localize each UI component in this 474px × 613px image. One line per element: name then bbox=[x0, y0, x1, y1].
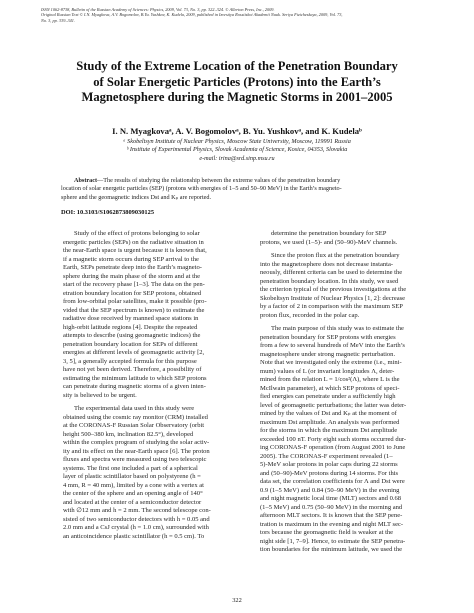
body-text-line: an anticoincidence plastic scintillator (h = 0.5 cm). To bbox=[63, 532, 205, 540]
body-text-line: 2.0 mm and a CsJ crystal (h = 1.0 cm), surrounded with bbox=[63, 524, 209, 531]
body-text-line: Since the proton flux at the penetration boundary bbox=[271, 252, 400, 259]
body-text-line: 2005). The CORONAS-F experiment revealed (1– bbox=[260, 452, 393, 460]
body-text-line: into the magnetosphere does not decrease instanta- bbox=[260, 260, 394, 268]
body-text-line: systems. The first one included a part of a spherical bbox=[63, 464, 198, 472]
body-text-line: maximum Dst amplitude. An analysis was performed bbox=[260, 418, 400, 426]
body-text-line: The main purpose of this study was to estimate the bbox=[271, 325, 404, 332]
header-line: Original Russian Text © I.N. Myagkova, A.V. Bogomolov, B.Yu. Yushkov, K. Kudela, 2009, published in Izvestiya Rossiiskoi Akademii Nauk. Seriya Fizicheskaya, 2009, Vol. 73, bbox=[41, 12, 343, 18]
body-text-line: (1–5 MeV) and 0.75 (50–90 MeV) in the morning and bbox=[260, 503, 403, 511]
affiliations bbox=[40, 138, 434, 163]
page-number: 322 bbox=[232, 597, 242, 604]
abstract-line: location of solar energetic particles (SEP) (protons with energies of 1–5 and 50–90 MeV) in the Earth’s magneto- bbox=[61, 185, 342, 193]
doi: DOI: 10.3103/S1062873809030125 bbox=[61, 209, 155, 216]
header-line: ISSN 1062-8738, Bulletin of the Russian Academy of Sciences: Physics, 2009, Vol. 73, No. 3, pp. 322–324. © Allerton Press, Inc., 2009. bbox=[41, 7, 275, 12]
body-text-line: energetic particles (SEPs) on the radiative situation in bbox=[63, 238, 204, 246]
body-text-line: and located at the center of a semiconductor detector bbox=[63, 498, 202, 506]
body-text-line: from low-orbital polar satellites, make it possible (pro- bbox=[63, 298, 207, 305]
affiliation-line: ᵃ Skobeltsyn Institute of Nuclear Physics, Moscow State University, Moscow, 119991 Russia bbox=[123, 138, 351, 145]
body-text-line: determine the penetration boundary for SEP bbox=[271, 230, 387, 237]
body-text-line: tors because the geomagnetic field is weaker at the bbox=[260, 529, 394, 536]
body-text-line: tion boundaries for the minimum latitude, we used the bbox=[260, 546, 403, 553]
body-text-line: if a magnetic storm occurs during SEP arrival to the bbox=[63, 255, 199, 263]
body-text-line: ing CORONAS-F operation (from August 2001 to June bbox=[260, 444, 406, 451]
abstract bbox=[61, 177, 413, 202]
affiliation-line: ᵇ Institute of Experimental Physics, Slovak Academia of Science, Kosice, 04353, Slovakia bbox=[126, 146, 348, 154]
body-text-line: data set, the correlation coefficients for Λ and Dst were bbox=[260, 478, 405, 485]
body-text-line: ity and its effect on the near-Earth space [6]. The proton bbox=[63, 447, 210, 455]
body-text-line: sphere during the main phase of the storm and at the bbox=[63, 272, 201, 280]
body-text-line: and night magnetic local time (MLT) sectors and 0.68 bbox=[260, 495, 402, 502]
body-text-line: Skobeltsyn Institute of Nuclear Physics [1, 2]: decrease bbox=[260, 294, 406, 302]
paper-title bbox=[40, 59, 434, 106]
header-line: No. 3, pp. 339–341. bbox=[41, 17, 76, 23]
body-text-line: 5)-MeV solar protons in polar caps during 22 storms bbox=[260, 461, 398, 468]
body-text-line: level of geomagnetic perturbations; the latter was deter- bbox=[260, 401, 407, 409]
body-text-line: penetration boundary location for SEPs of different bbox=[63, 340, 198, 348]
body-text-line: neously, different criteria can be used to determine the bbox=[260, 269, 403, 276]
body-text-line: by a factor of 2 in comparison with the maximum SEP bbox=[260, 303, 403, 310]
body-text-line: penetration boundary for SEP protons with energies bbox=[260, 333, 396, 341]
body-text-line: 4 mm, R = 40 mm), limited by a cone with a vertex at bbox=[63, 481, 204, 489]
body-text-line: Study of the effect of protons belonging to solar bbox=[74, 230, 200, 237]
body-text-line: mum) values of L (or invariant longitudes Λ, deter- bbox=[260, 367, 395, 375]
body-text-line: fied energies can penetrate under a sufficiently high bbox=[260, 393, 396, 400]
body-text-line: fluxes and spectra were measured using two telescopic bbox=[63, 456, 207, 463]
title-line: Magnetosphere during the Magnetic Storms in 2001–2005 bbox=[81, 90, 393, 105]
body-text-line: sity is believed to be urgent. bbox=[63, 391, 137, 399]
body-text-line: with ∅12 mm and h = 2 mm. The second telescope con- bbox=[63, 507, 211, 514]
title-line: Study of the Extreme Location of the Penetration Boundary bbox=[76, 59, 398, 73]
body-text-line: tration is maximum in the evening and night MLT sec- bbox=[260, 520, 404, 528]
body-text-line: magnetosphere under strong magnetic perturbation. bbox=[260, 350, 396, 358]
body-text-line: 0.9 (1–5 MeV) and 0.84 (50–90 MeV) in the evening bbox=[260, 486, 400, 494]
body-text-line: mined by the values of Dst and Kₚ at the moment of bbox=[260, 410, 397, 417]
abstract-label: Abstract bbox=[74, 177, 98, 184]
body-text-line: the near-Earth space is urgent because it is known that, bbox=[63, 247, 207, 254]
body-text-line: the center of the sphere and an opening angle of 140° bbox=[63, 490, 203, 497]
abstract-text: —The results of studying the relationship between the extreme values of the penetration boundary bbox=[97, 177, 341, 184]
author-list: I. N. Myagkovaᵃ, A. V. Bogomolovᵃ, B. Yu. Yushkovᵃ, and K. Kudelaᵇ bbox=[112, 126, 362, 136]
body-text-line: layer of plastic scintillator based on polystyrene (h = bbox=[63, 473, 201, 480]
body-text-line: mined from the relation L = 1/cos²(Λ), where L is the bbox=[260, 376, 400, 383]
body-text-line: afternoon MLT sectors. It is known that the SEP pene- bbox=[260, 512, 403, 519]
body-text-line: high-orbit latitude regions [4]. Despite the repeated bbox=[63, 323, 198, 331]
abstract-line: sphere and the geomagnetic indices Dst and Kₚ are reported. bbox=[61, 193, 212, 201]
right-column bbox=[260, 230, 448, 555]
body-text-line: proton flux, recorded in the polar cap. bbox=[260, 311, 360, 319]
body-text-line: night side [1, 7–9]. Hence, to estimate the SEP penetra- bbox=[260, 537, 406, 545]
body-text-line: start of the recovery phase [1–3]. The data on the pen- bbox=[63, 281, 205, 288]
body-text-line: radiative dose received by manned space stations in bbox=[63, 315, 199, 322]
body-text-line: protons, we used (1–5)- and (50–90)-MeV channels. bbox=[260, 238, 398, 246]
body-text-line: the criterion typical of the previous investigations at the bbox=[260, 286, 407, 293]
body-text-line: attempts to describe (using geomagnetic indices) the bbox=[63, 332, 201, 339]
body-text-line: exceeded 100 nT. Forty eight such storms occurred dur- bbox=[260, 435, 407, 443]
body-text-line: energies at different levels of geomagnetic activity [2, bbox=[63, 349, 205, 356]
body-text-line: from a few to several hundreds of MeV into the Earth’s bbox=[260, 342, 405, 349]
body-text-line: Note that we investigated only the extreme (i.e., mini- bbox=[260, 359, 402, 366]
journal-header bbox=[41, 7, 441, 23]
email-line: e-mail: irina@srd.sinp.msu.ru bbox=[199, 154, 275, 162]
body-text-line: within the complex program of studying the solar activ- bbox=[63, 439, 210, 446]
body-text-line: at the CORONAS-F Russian Solar Observatory (orbit bbox=[63, 422, 205, 429]
body-text-line: etration boundary location for SEP protons, obtained bbox=[63, 289, 202, 297]
body-text-line: estimating the minimum latitude to which SEP protons bbox=[63, 374, 207, 382]
body-text-line: height 500–380 km, inclination 82.5°), developed bbox=[63, 430, 194, 438]
body-text-line: vided that the SEP spectrum is known) to estimate the bbox=[63, 306, 205, 314]
body-text-line: The experimental data used in this study were bbox=[74, 405, 195, 412]
body-text-line: penetration boundary location. In this study, we used bbox=[260, 277, 399, 285]
body-text-line: have not yet been derived. Therefore, a possibility of bbox=[63, 366, 202, 373]
body-text-line: and (50–90)-MeV protons during 14 storms. For this bbox=[260, 469, 399, 477]
body-text-line: 3, 5], a generally accepted formula for this purpose bbox=[63, 357, 197, 365]
left-column bbox=[63, 230, 251, 541]
body-text-line: Earth, SEPs penetrate deep into the Earth’s magneto- bbox=[63, 264, 202, 271]
body-text-line: can penetrate during magnetic storms of a given inten- bbox=[63, 383, 206, 390]
body-text-line: McIlwain parameter), at which SEP protons of speci- bbox=[260, 384, 400, 392]
body-text-line: for the storms in which the maximum Dst amplitude bbox=[260, 427, 398, 434]
abstract-first-line bbox=[61, 177, 413, 185]
title-line: of Solar Energetic Particles (Protons) into the Earth’s bbox=[93, 74, 381, 89]
body-text-line: sisted of two semiconductor detectors with h = 0.05 and bbox=[63, 515, 210, 523]
body-text-line: obtained using the cosmic ray monitor (CRM) installed bbox=[63, 413, 208, 421]
